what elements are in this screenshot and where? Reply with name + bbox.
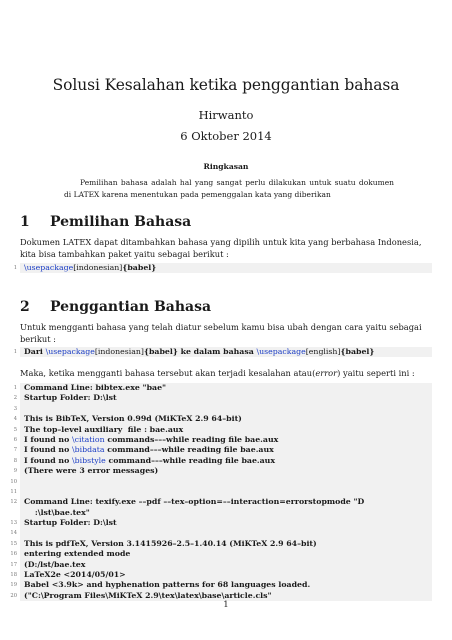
line-number: 1 — [13, 349, 17, 355]
code-option: [indonesian] — [73, 263, 123, 272]
code-line — [13, 393, 432, 403]
code-line — [13, 466, 432, 476]
code-line — [10, 549, 432, 559]
code-text — [20, 487, 24, 496]
code-argument: {babel} — [340, 347, 375, 356]
code-argument: {babel} — [122, 263, 157, 272]
code-line — [13, 347, 432, 357]
code-keyword: \citation — [72, 434, 105, 444]
section-number: 2 — [20, 299, 30, 315]
line-number: 19 — [10, 582, 17, 589]
line-number: 8 — [13, 457, 17, 464]
code-line — [10, 580, 432, 590]
code-text — [20, 445, 274, 454]
line-number: 4 — [13, 416, 17, 423]
code-text — [20, 404, 24, 413]
code-text: I found no — [24, 455, 73, 465]
paper-date: 6 Oktober 2014 — [180, 129, 272, 143]
line-number: 13 — [10, 520, 17, 527]
line-number: 10 — [10, 478, 17, 485]
code-line — [13, 445, 432, 455]
code-line — [10, 570, 432, 580]
code-text: Startup Folder: D:\lst — [24, 393, 117, 403]
code-text: {babel} ke dalam bahasa — [143, 347, 257, 356]
section-number: 1 — [20, 214, 30, 230]
code-line — [10, 497, 432, 507]
code-text: entering extended mode — [24, 549, 131, 559]
paragraph-text: Maka, ketika mengganti bahasa tersebut akan terjadi kesalahan atau( — [20, 368, 316, 378]
code-line — [13, 404, 432, 414]
section-paragraph: Untuk mengganti bahasa yang telah diatur sebelum kamu bisa ubah dengan cara yaitu sebagai berikut : — [20, 322, 422, 344]
line-number: 5 — [13, 426, 17, 433]
line-number: 20 — [10, 592, 17, 599]
code-keyword: \usepackage — [45, 347, 95, 356]
code-line — [20, 508, 432, 518]
code-text: I found no — [24, 434, 73, 444]
code-text: command–––while reading file bae.aux — [105, 455, 275, 465]
code-line — [10, 477, 432, 487]
log-listing — [10, 383, 432, 601]
code-text: (There were 3 error messages) — [24, 466, 159, 476]
page-number: 1 — [223, 600, 229, 610]
section-title: Penggantian Bahasa — [50, 299, 212, 315]
code-line — [13, 414, 432, 424]
code-option: [english] — [305, 347, 341, 356]
section-heading — [20, 214, 191, 230]
code-keyword: \bibdata — [72, 445, 105, 455]
code-keyword: \usepackage — [256, 347, 306, 356]
code-text: The top–level auxiliary file : bae.aux — [24, 424, 184, 434]
code-text: :\lst\bae.tex" — [24, 507, 90, 517]
code-text: Command Line: texify.exe ––pdf ––tex–option=––interaction=errorstopmode "D — [24, 497, 365, 507]
code-line — [10, 559, 432, 570]
code-text — [20, 456, 275, 465]
code-line — [10, 518, 432, 528]
code-text: commands–––while reading file bae.aux — [104, 434, 279, 444]
code-keyword: \usepackage — [24, 263, 74, 272]
code-text: Babel <3.9k> and hyphenation patterns for 68 languages loaded. — [24, 580, 311, 590]
line-number: 2 — [13, 395, 17, 402]
line-number: 6 — [13, 436, 17, 443]
abstract-heading: Ringkasan — [203, 162, 249, 171]
paragraph-text: ) yaitu seperti ini : — [337, 368, 415, 378]
code-text: Command Line: bibtex.exe "bae" — [24, 383, 167, 392]
code-text — [20, 528, 24, 537]
code-listing — [13, 263, 432, 273]
line-number: 1 — [13, 385, 17, 391]
code-line — [13, 424, 432, 435]
section-title: Pemilihan Bahasa — [50, 214, 192, 230]
line-number: 14 — [10, 530, 17, 537]
line-number: 18 — [10, 572, 17, 579]
line-number: 1 — [13, 265, 17, 271]
line-number: 3 — [13, 405, 17, 412]
code-line — [13, 455, 432, 466]
code-line — [13, 263, 432, 273]
paper-author: Hirwanto — [198, 108, 254, 122]
code-text: Dari — [24, 347, 46, 356]
code-line — [13, 434, 432, 445]
abstract-text: Pemilihan bahasa adalah hal yang sangat perlu dilakukan untuk suatu dokumen di LATEX karena menentukan pada pemenggalan kata yang diberikan — [64, 178, 394, 199]
code-line — [10, 487, 432, 497]
paper-title: Solusi Kesalahan ketika penggantian bahasa — [52, 76, 400, 94]
line-number: 16 — [10, 551, 17, 558]
code-text — [20, 435, 278, 444]
line-number: 9 — [13, 468, 17, 475]
code-text: command–––while reading file bae.aux — [104, 445, 274, 455]
section-heading — [20, 299, 211, 315]
code-option: [indonesian] — [94, 347, 144, 356]
line-number: 15 — [10, 540, 17, 547]
code-text: I found no — [24, 445, 73, 455]
code-text: LaTeX2e <2014/05/01> — [24, 570, 126, 580]
code-line — [10, 538, 432, 549]
section-paragraph — [20, 367, 432, 379]
code-line — [10, 528, 432, 538]
code-text: ("C:\Program Files\MiKTeX 2.9\tex\latex\base\article.cls" — [24, 590, 272, 600]
code-keyword: \bibstyle — [72, 455, 106, 465]
code-text: This is BibTeX, Version 0.99d (MiKTeX 2.9 64–bit) — [24, 414, 242, 424]
code-line — [13, 383, 432, 393]
code-text: Startup Folder: D:\lst — [24, 518, 117, 528]
line-number: 7 — [13, 447, 17, 454]
code-text: (D:/lst/bae.tex — [24, 559, 86, 569]
line-number: 17 — [10, 561, 17, 568]
line-number: 12 — [10, 499, 17, 506]
code-text — [20, 477, 24, 486]
code-text: This is pdfTeX, Version 3.1415926–2.5–1.40.14 (MiKTeX 2.9 64–bit) — [24, 538, 317, 548]
line-number: 11 — [10, 488, 17, 495]
section-paragraph: Dokumen LATEX dapat ditambahkan bahasa yang dipilih untuk kita yang berbahasa Indonesia, kita bisa tambahkan paket yaitu sebagai berikut : — [20, 237, 422, 259]
code-listing — [13, 347, 432, 357]
paragraph-emphasis: error — [315, 368, 338, 378]
